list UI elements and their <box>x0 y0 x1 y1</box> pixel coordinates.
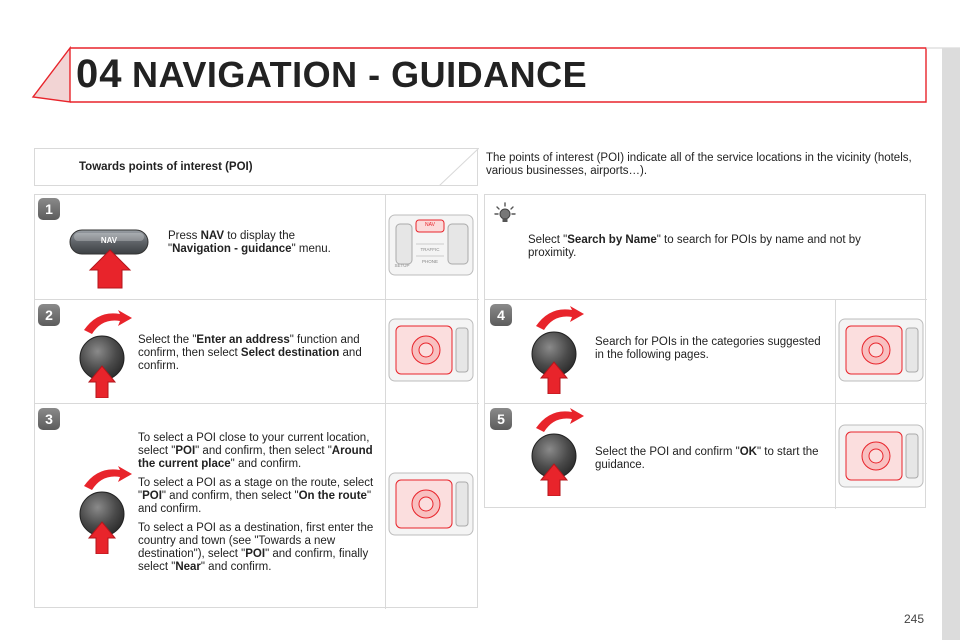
console-thumbnail-4 <box>838 318 924 382</box>
chapter-title: NAVIGATION - GUIDANCE <box>132 54 588 95</box>
step-2-text: Select the "Enter an address" function and confirm, then select Select destination and confirm. <box>138 334 362 372</box>
page-number: 245 <box>904 612 925 626</box>
step-divider <box>485 403 927 404</box>
section-title: Towards points of interest (POI) <box>79 161 253 173</box>
step-4-text: Search for POIs in the categories suggested in the following pages. <box>595 336 821 361</box>
tip-lightbulb-icon <box>494 202 516 224</box>
thumbnail-column <box>835 299 836 509</box>
section-intro: The points of interest (POI) indicate all of the service locations in the vicinity (hotels, various businesses, airports…). <box>486 152 912 177</box>
console-label-nav: NAV <box>425 222 435 228</box>
nav-button-illustration <box>68 222 152 292</box>
nav-button-label: NAV <box>100 236 118 245</box>
step-divider <box>485 299 927 300</box>
rotary-knob-illustration <box>70 466 140 554</box>
rotary-knob-illustration <box>522 306 592 394</box>
step-badge-1: 1 <box>38 198 60 220</box>
rotary-knob-illustration <box>70 310 140 398</box>
side-rail <box>942 48 960 640</box>
step-badge-2: 2 <box>38 304 60 326</box>
console-thumbnail-5 <box>838 424 924 488</box>
step-divider <box>35 299 479 300</box>
console-label-phone: PHONE <box>421 259 438 264</box>
rotary-knob-illustration <box>522 408 592 496</box>
step-badge-3: 3 <box>38 408 60 430</box>
console-label-traffic: TRAFFIC <box>420 247 440 252</box>
step-5-text: Select the POI and confirm "OK" to start the guidance. <box>595 446 819 471</box>
chapter-number: 04 <box>76 52 123 96</box>
step-divider <box>35 403 479 404</box>
console-label-setup: SETUP <box>394 263 410 268</box>
step-badge-4: 4 <box>490 304 512 326</box>
title-box-corner <box>439 148 479 186</box>
thumbnail-column <box>385 195 386 609</box>
step-1-text: Press NAV to display the "Navigation - guidance" menu. <box>168 230 331 255</box>
console-thumbnail-2 <box>388 318 474 382</box>
console-thumbnail-3 <box>388 472 474 536</box>
tip-text: Select "Search by Name" to search for POIs by name and not by proximity. <box>528 234 861 259</box>
step-3-text: To select a POI close to your current location, select "POI" and confirm, then select "Around the current place" and confirm. To select a POI as a stage on the route, select "POI" and confirm, then select "On the route" and confirm. To select a POI as a destination, first enter the country and town (see "Towards a new destination"), select "POI" and confirm, finally select "Near" and confirm. <box>138 432 374 573</box>
section-title-box <box>34 148 478 186</box>
step-badge-5: 5 <box>490 408 512 430</box>
